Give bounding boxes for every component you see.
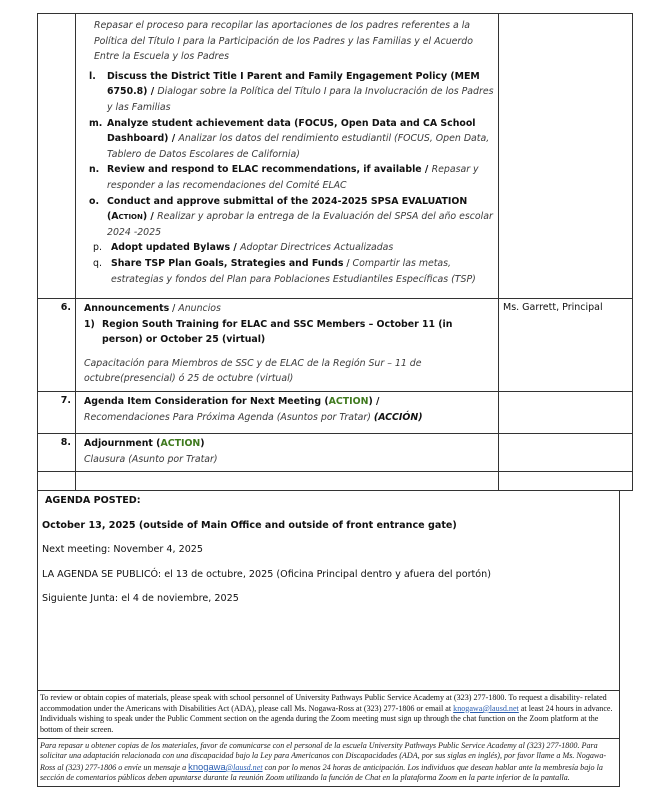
sub-item-es: Compartir las metas, estrategias y fondos del Plan para Poblaciones Estudiantiles Específicas (TSP) [111, 257, 476, 285]
table-row [38, 391, 633, 433]
agenda-table [37, 13, 633, 491]
table-row [38, 472, 633, 491]
action-tag-es: (ACCIÓN) [373, 411, 423, 423]
next-meeting: Next meeting: November 4, 2025 [42, 544, 204, 556]
item-content-cell: Announcements / Anuncios 1) Region South Training for ELAC and SSC Members – October 11 (in person) or October 25 (virtual) Capacitación para Miembros de SSC y de ELAC de la Región Sur – 11 de octubre(presencial) ó 25 de octubre (virtual) [76, 299, 499, 392]
posted-heading: AGENDA POSTED: [45, 495, 141, 507]
item-content-cell [76, 14, 499, 299]
item-content-cell: Adjournment (ACTION) Clausura (Asunto por Tratar) [76, 433, 499, 471]
agenda-posted-section [37, 491, 620, 691]
row-title-es: Clausura (Asunto por Tratar) [84, 453, 218, 465]
sub-item-label: l. [89, 70, 96, 82]
sub-item-label: q. [93, 257, 102, 269]
sub-item-label: 1) [84, 318, 95, 330]
row-title-en: Announcements [84, 303, 170, 314]
next-meeting-es: Siguiente Junta: el 4 de noviembre, 2025 [42, 593, 239, 605]
sub-item-es: Realizar y aprobar la entrega de la Evaluación del SPSA del año escolar 2024 -2025 [107, 211, 493, 238]
list-item: q. Share TSP Plan Goals, Strategies and Funds / Compartir las metas, estrategias y fondos del Plan para Poblaciones Estudiantiles Específicas (TSP) [89, 256, 494, 287]
sub-item-es: Analizar los datos del rendimiento estudiantil (FOCUS, Open Data, Tablero de Datos Escolares de California) [107, 133, 490, 160]
item-content-cell: Agenda Item Consideration for Next Meeting (ACTION) / Recomendaciones Para Próxima Agenda (Asuntos por Tratar) (ACCIÓN) [76, 391, 499, 433]
table-row [38, 299, 633, 392]
list-item: o. Conduct and approve submittal of the 2024-2025 SPSA EVALUATION (Action) / Realizar y aprobar la entrega de la Evaluación del SPSA del año escolar 2024 -2025 [89, 194, 494, 241]
posted-date: October 13, 2025 (outside of Main Office and outside of front entrance gate) [42, 519, 457, 531]
sub-item-label: p. [93, 242, 102, 254]
action-tag: ACTION [328, 395, 369, 407]
announcement-en: Region South Training for ELAC and SSC Members – October 11 (in person) or October 25 (virtual) [102, 318, 453, 346]
sub-item-es: Dialogar sobre la Política del Título I para la Involucración de los Padres y las Familias [107, 86, 494, 113]
announcement-es: Capacitación para Miembros de SSC y de ELAC de la Región Sur – 11 de octubre(presencial) ó 25 de octubre (virtual) [84, 357, 422, 385]
list-item: p. Adopt updated Bylaws / Adoptar Directrices Actualizadas [89, 240, 494, 256]
email-link[interactable]: knogawa@lausd.net [453, 703, 519, 713]
sub-item-en: Conduct and approve submittal of the 2024-2025 SPSA EVALUATION [107, 195, 468, 207]
sub-item-es: Adoptar Directrices Actualizadas [240, 242, 394, 254]
sub-item-en: Discuss the District Title I Parent and Family Engagement Policy (MEM 6750.8) [107, 70, 480, 98]
sub-item-label: o. [89, 195, 100, 207]
accessibility-notice-es: Para repasar u obtener copias de los materiales, favor de comunicarse con el personal de la escuela University Pathways Public Service Academy al (323) 277-1800. Para solicitar una adaptación relacionada con una discapacidad bajo la Ley para Americanos con Discapacidades (ADA, por sus siglas en inglés), por favor llame a Ms. Nogawa-Ross al (323) 277-1806 o envíe un mensaje a knogawa@lausd.net con por lo menos 24 horas de anticipación. Los individuos que desean hablar ante la membresía bajo la sección de comentarios públicos deben apuntarse durante la reunión Zoom utilizando la función de Chat en la plataforma Zoom en la parte inferior de la pantalla. [37, 739, 620, 787]
list-item: l. Discuss the District Title I Parent and Family Engagement Policy (MEM 6750.8) / Dialogar sobre la Política del Título I para la Involucración de los Padres y las Familias [89, 69, 494, 116]
sub-item-en: Adopt updated Bylaws [111, 242, 231, 254]
owner-cell [499, 14, 633, 299]
owner-cell [499, 391, 633, 433]
row-title-en: Agenda Item Consideration for Next Meeting ( [84, 395, 329, 407]
item-number: 6. [38, 299, 76, 392]
owner-cell: Ms. Garrett, Principal [499, 299, 633, 392]
es-intro-text: Repasar el proceso para recopilar las aportaciones de los padres referentes a la Política del Título I para la Participación de los Padres y las Familias y el Acuerdo Entre la Escuela y los Padres [94, 20, 473, 63]
row-title-en: Adjournment ( [84, 437, 161, 449]
item-number-cell [38, 14, 76, 299]
list-item: m. Analyze student achievement data (FOCUS, Open Data and CA School Dashboard) / Analizar los datos del rendimiento estudiantil (FOCUS, Open Data, Tablero de Datos Escolares de California) [89, 116, 494, 163]
sub-items-list [76, 69, 498, 291]
agenda-page [37, 13, 620, 787]
table-row [38, 14, 633, 299]
action-tag: (Action) [107, 211, 148, 223]
sub-item-label: n. [89, 164, 100, 176]
sub-item-label: m. [89, 117, 103, 129]
list-item: n. Review and respond to ELAC recommendations, if available / Repasar y responder a las recomendaciones del Comité ELAC [89, 162, 494, 193]
action-tag: ACTION [160, 437, 201, 449]
sub-item-es: Repasar y responder a las recomendaciones del Comité ELAC [107, 164, 479, 191]
posted-date-es: LA AGENDA SE PUBLICÓ: el 13 de octubre, 2025 (Oficina Principal dentro y afuera del portón) [42, 568, 492, 580]
owner-cell [499, 433, 633, 471]
table-row [38, 433, 633, 471]
row-title-es: Recomendaciones Para Próxima Agenda (Asuntos por Tratar) [84, 411, 371, 423]
row-title-es: Anuncios [178, 303, 221, 314]
accessibility-notice-en: To review or obtain copies of materials, please speak with school personnel of University Pathways Public Service Academy at (323) 277-1800. To request a disability- related accommodation under the Americans with Disabilities Act (ADA), please call Ms. Nogawa-Ross at (323) 277-1806 or email at knogawa@lausd.net at least 24 hours in advance. Individuals wishing to speak under the Public Comment section on the agenda during the Zoom meeting must sign up through the chat function on the Zoom platform at the bottom of their screen. [37, 691, 620, 738]
list-item [84, 317, 494, 348]
sub-item-en: Analyze student achievement data (FOCUS, Open Data and CA School Dashboard) [107, 117, 476, 145]
sub-item-en: Review and respond to ELAC recommendations, if available [107, 164, 422, 176]
item-number: 7. [38, 391, 76, 433]
email-link[interactable]: knogawa@lausd.net [188, 760, 263, 772]
sub-item-en: Share TSP Plan Goals, Strategies and Funds [111, 257, 344, 269]
item-number: 8. [38, 433, 76, 471]
